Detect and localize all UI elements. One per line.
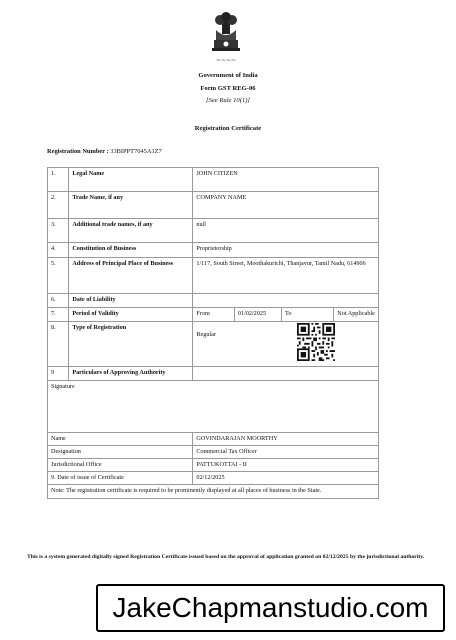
row-value	[193, 294, 379, 308]
authority-value: Commercial Tax Officer	[193, 446, 379, 459]
table-row	[48, 219, 379, 243]
row-label: Trade Name, if any	[69, 192, 193, 219]
footer-statement: This is a system generated digitally signed Registration Certificate issued based on the approval of application granted on 02/12/2025 by the jurisdictional authority.	[27, 554, 425, 560]
rule-reference: [See Rule 10(1)]	[206, 97, 250, 104]
form-heading: Form GST REG-06	[200, 85, 256, 92]
row-value: 1/117, South Street, Moothakurichi, Thanjavur, Tamil Nadu, 614906	[193, 258, 379, 294]
note-row	[48, 485, 379, 499]
registration-type: Regular	[196, 331, 216, 338]
row-number: 2.	[48, 192, 69, 219]
row-number: 4.	[48, 243, 69, 258]
row-label: Address of Principal Place of Business	[69, 258, 193, 294]
row-label: Date of Liability	[69, 294, 193, 308]
validity-from-date: 01/02/2025	[234, 308, 281, 322]
svg-text:~~~~: ~~~~	[215, 57, 237, 64]
row-value: Proprietorship	[193, 243, 379, 258]
authority-value: GOVINDARAJAN MOORTHY	[193, 433, 379, 446]
row-number: 1.	[48, 168, 69, 192]
validity-to-value: Not Applicable	[334, 308, 379, 322]
authority-label: Jurisdictional Office	[48, 459, 193, 472]
row-value: null	[193, 219, 379, 243]
row-label: Period of Validity	[69, 308, 193, 322]
authority-row	[48, 472, 379, 485]
row-number: 6.	[48, 294, 69, 308]
signature-label: Signature	[48, 381, 379, 433]
table-row	[48, 367, 379, 381]
row-label: Particulars of Approving Authority	[69, 367, 193, 381]
table-row	[48, 168, 379, 192]
registration-number	[47, 148, 162, 155]
row-label: Constitution of Business	[69, 243, 193, 258]
row-value: COMPANY NAME	[193, 192, 379, 219]
row-value: JOHN CITIZEN	[193, 168, 379, 192]
state-emblem-icon	[208, 10, 244, 66]
row-number: 8.	[48, 322, 69, 367]
table-row	[48, 322, 379, 367]
certificate-table	[47, 167, 379, 499]
row-number: 9	[48, 367, 69, 381]
table-row	[48, 258, 379, 294]
registration-number-label: Registration Number :	[47, 148, 109, 155]
certificate-title: Registration Certificate	[194, 125, 262, 132]
table-row	[48, 243, 379, 258]
row-label: Additional trade names, if any	[69, 219, 193, 243]
validity-to-label: To	[282, 308, 334, 322]
signature-row	[48, 381, 379, 433]
row-value	[193, 322, 379, 367]
qr-code-icon	[297, 323, 335, 361]
authority-label: 9. Date of issue of Certificate	[48, 472, 193, 485]
authority-row	[48, 433, 379, 446]
row-number: 3.	[48, 219, 69, 243]
row-label: Type of Registration	[69, 322, 193, 367]
table-row	[48, 294, 379, 308]
authority-row	[48, 446, 379, 459]
authority-value: PATTUKOTTAI - II	[193, 459, 379, 472]
row-number: 5.	[48, 258, 69, 294]
row-label: Legal Name	[69, 168, 193, 192]
authority-row	[48, 459, 379, 472]
row-value	[193, 367, 379, 381]
registration-number-value: 33BIPPT7045A1Z7	[110, 148, 162, 155]
government-heading: Government of India	[198, 72, 258, 79]
table-row	[48, 308, 379, 322]
row-number: 7.	[48, 308, 69, 322]
authority-label: Name	[48, 433, 193, 446]
table-row	[48, 192, 379, 219]
note-text: Note: The registration certificate is required to be prominently displayed at all places of business in the State.	[48, 485, 379, 499]
validity-from-label: From	[193, 308, 235, 322]
watermark-banner: JakeChapmanstudio.com	[96, 584, 445, 632]
authority-value: 02/12/2025	[193, 472, 379, 485]
authority-label: Designation	[48, 446, 193, 459]
